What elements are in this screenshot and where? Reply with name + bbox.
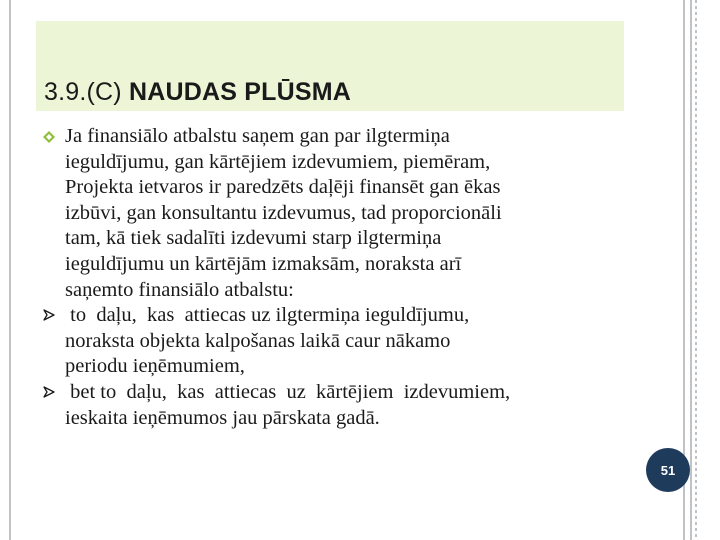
right-border-dotted-line xyxy=(695,0,697,540)
paragraph-line: to daļu, kas attiecas uz ilgtermiņa ieguldījumu, xyxy=(65,304,470,327)
bullet-item-current-expenses xyxy=(43,380,633,431)
arrow-bullet-icon xyxy=(43,309,55,321)
bullet-item-long-term xyxy=(43,303,633,380)
paragraph-line: noraksta objekta kalpošanas laikā caur nākamo xyxy=(65,329,451,352)
paragraph-line: ieguldījumu un kārtējām izmaksām, noraksta arī xyxy=(65,252,462,275)
paragraph-line: ieguldījumu, gan kārtējiem izdevumiem, piemēram, xyxy=(65,150,491,173)
bullet-item-intro xyxy=(43,124,633,303)
diamond-bullet-icon xyxy=(43,131,55,143)
slide-title xyxy=(44,78,351,107)
paragraph-line: tam, kā tiek sadalīti izdevumi starp ilgtermiņa xyxy=(65,227,442,250)
paragraph-line: Projekta ietvaros ir paredzēts daļēji finansēt gan ēkas xyxy=(65,176,501,199)
paragraph-line: Ja finansiālo atbalstu saņem gan par ilgtermiņa xyxy=(65,125,450,147)
right-border-line-inner xyxy=(690,0,692,540)
paragraph-line: bet to daļu, kas attiecas uz kārtējiem izdevumiem, xyxy=(65,380,511,403)
slide-body xyxy=(43,124,633,431)
arrow-bullet-icon xyxy=(43,386,55,398)
page-number-badge: 51 xyxy=(646,448,690,492)
left-border-line xyxy=(9,0,11,540)
slide-title-main: NAUDAS PLŪSMA xyxy=(128,78,351,106)
paragraph-line: izbūvi, gan konsultantu izdevumus, tad proporcionāli xyxy=(65,201,502,224)
paragraph-line: periodu ieņēmumiem, xyxy=(65,355,245,378)
paragraph-line: ieskaita ieņēmumos jau pārskata gadā. xyxy=(65,406,380,429)
slide-title-prefix: 3.9.(C) xyxy=(44,78,129,106)
paragraph-line: saņemto finansiālo atbalstu: xyxy=(65,278,294,301)
